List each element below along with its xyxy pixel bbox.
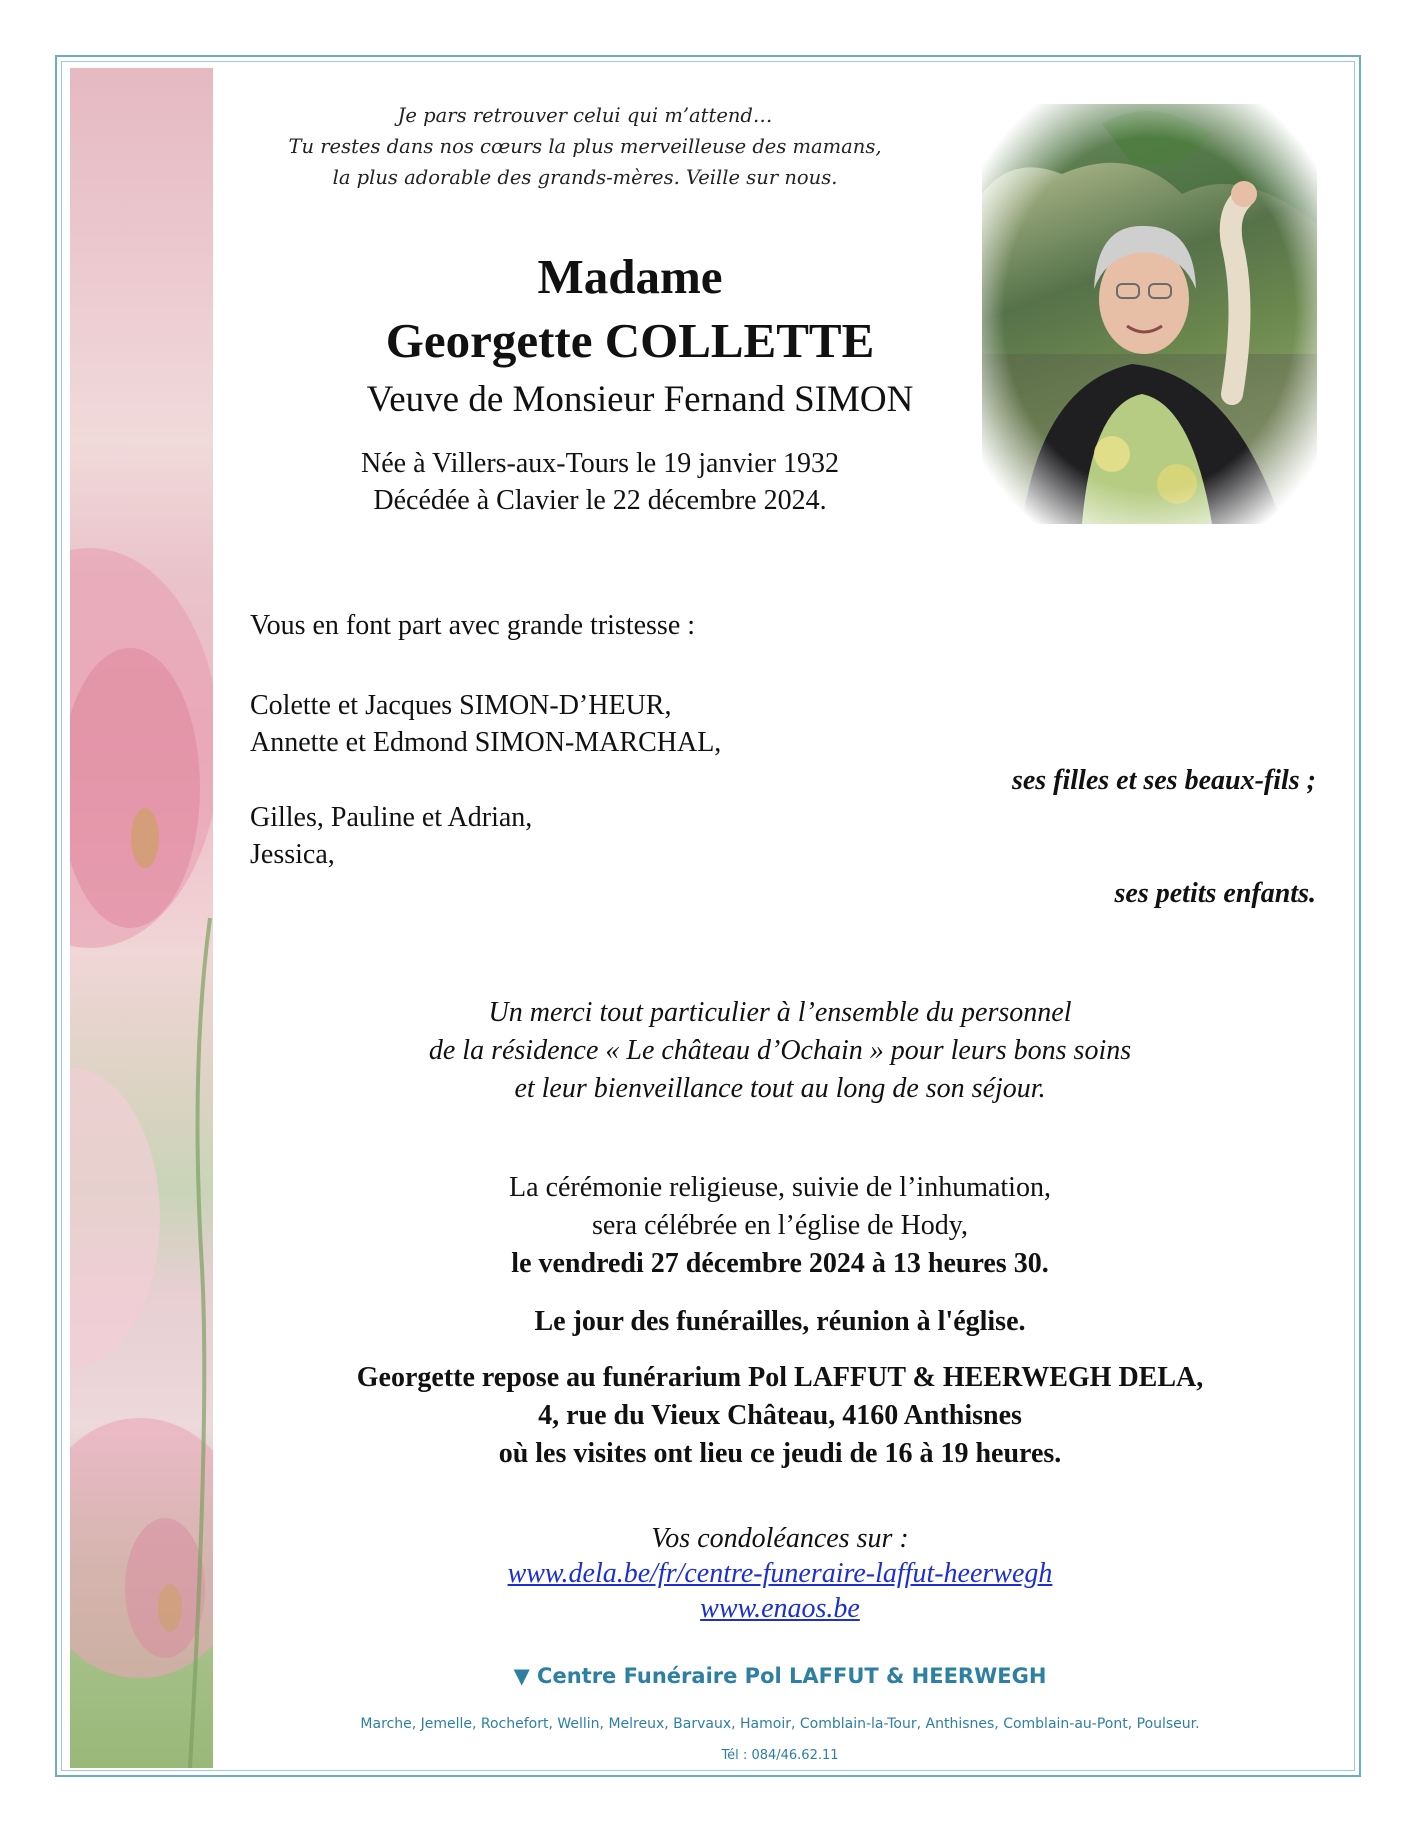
daughters-label: ses filles et ses beaux-fils ; (1011, 765, 1316, 796)
condolences-label: Vos condoléances sur : (651, 1523, 909, 1554)
meeting-note: Le jour des funérailles, réunion à l'église. (534, 1306, 1026, 1337)
ceremony-line-1: La cérémonie religieuse, suivie de l’inhumation, (509, 1172, 1051, 1203)
ceremony-line-2: sera célébrée en l’église de Hody, (592, 1210, 968, 1241)
footer-company (250, 1664, 1310, 1688)
ceremony-block (250, 1169, 1310, 1283)
ceremony-date: le vendredi 27 décembre 2024 à 13 heures 30. (511, 1248, 1049, 1279)
quote-line-2: Tu restes dans nos cœurs la plus merveilleuse des mamans, (288, 135, 882, 158)
condolences-block (250, 1521, 1310, 1626)
thanks-block (250, 994, 1310, 1108)
salutation: Madame (537, 249, 723, 304)
death-info: Décédée à Clavier le 22 décembre 2024. (373, 485, 827, 516)
visitation-address: 4, rue du Vieux Château, 4160 Anthisnes (538, 1400, 1022, 1431)
deceased-photo (982, 104, 1317, 524)
quote-line-3: la plus adorable des grands-mères. Veille sur nous. (332, 166, 838, 189)
flower-decoration (70, 68, 213, 1768)
grandchildren-1: Gilles, Pauline et Adrian, (250, 802, 533, 833)
visitation-hours: où les visites ont lieu ce jeudi de 16 à 19 heures. (498, 1438, 1062, 1469)
company-name: Centre Funéraire Pol LAFFUT & HEERWEGH (537, 1664, 1047, 1688)
visitation-line-1: Georgette repose au funérarium Pol LAFFUT & HEERWEGH DELA, (356, 1362, 1204, 1393)
condolences-link-dela[interactable]: www.dela.be/fr/centre-funeraire-laffut-heerwegh (507, 1558, 1053, 1589)
portrait-illustration (982, 104, 1317, 524)
birth-info: Née à Villers-aux-Tours le 19 janvier 1932 (361, 448, 839, 479)
thanks-line-1: Un merci tout particulier à l’ensemble du personnel (488, 997, 1072, 1028)
condolences-link-enaos[interactable]: www.enaos.be (700, 1593, 860, 1624)
pink-flowers-illustration (70, 68, 213, 1768)
deceased-name: Georgette COLLETTE (385, 313, 875, 368)
visitation-block (250, 1359, 1310, 1473)
daughter-2: Annette et Edmond SIMON-MARCHAL, (250, 727, 722, 758)
footer-cities: Marche, Jemelle, Rochefort, Wellin, Melreux, Barvaux, Hamoir, Comblain-la-Tour, Anthisnes, Comblain-au-Pont, Poulseur. (360, 1716, 1200, 1732)
grandchildren-label: ses petits enfants. (1114, 878, 1316, 909)
daughter-1: Colette et Jacques SIMON-D’HEUR, (250, 690, 672, 721)
thanks-line-2: de la résidence « Le château d’Ochain » pour leurs bons soins (428, 1035, 1132, 1066)
triangle-down-icon: ▼ (513, 1664, 530, 1688)
announcement-intro: Vous en font part avec grande tristesse : (250, 610, 696, 641)
footer-phone: Tél : 084/46.62.11 (721, 1748, 839, 1763)
thanks-line-3: et leur bienveillance tout au long de son séjour. (514, 1073, 1046, 1104)
widow-of: Veuve de Monsieur Fernand SIMON (366, 379, 914, 420)
quote-line-1: Je pars retrouver celui qui m’attend… (397, 104, 773, 127)
grandchildren-2: Jessica, (250, 839, 335, 870)
